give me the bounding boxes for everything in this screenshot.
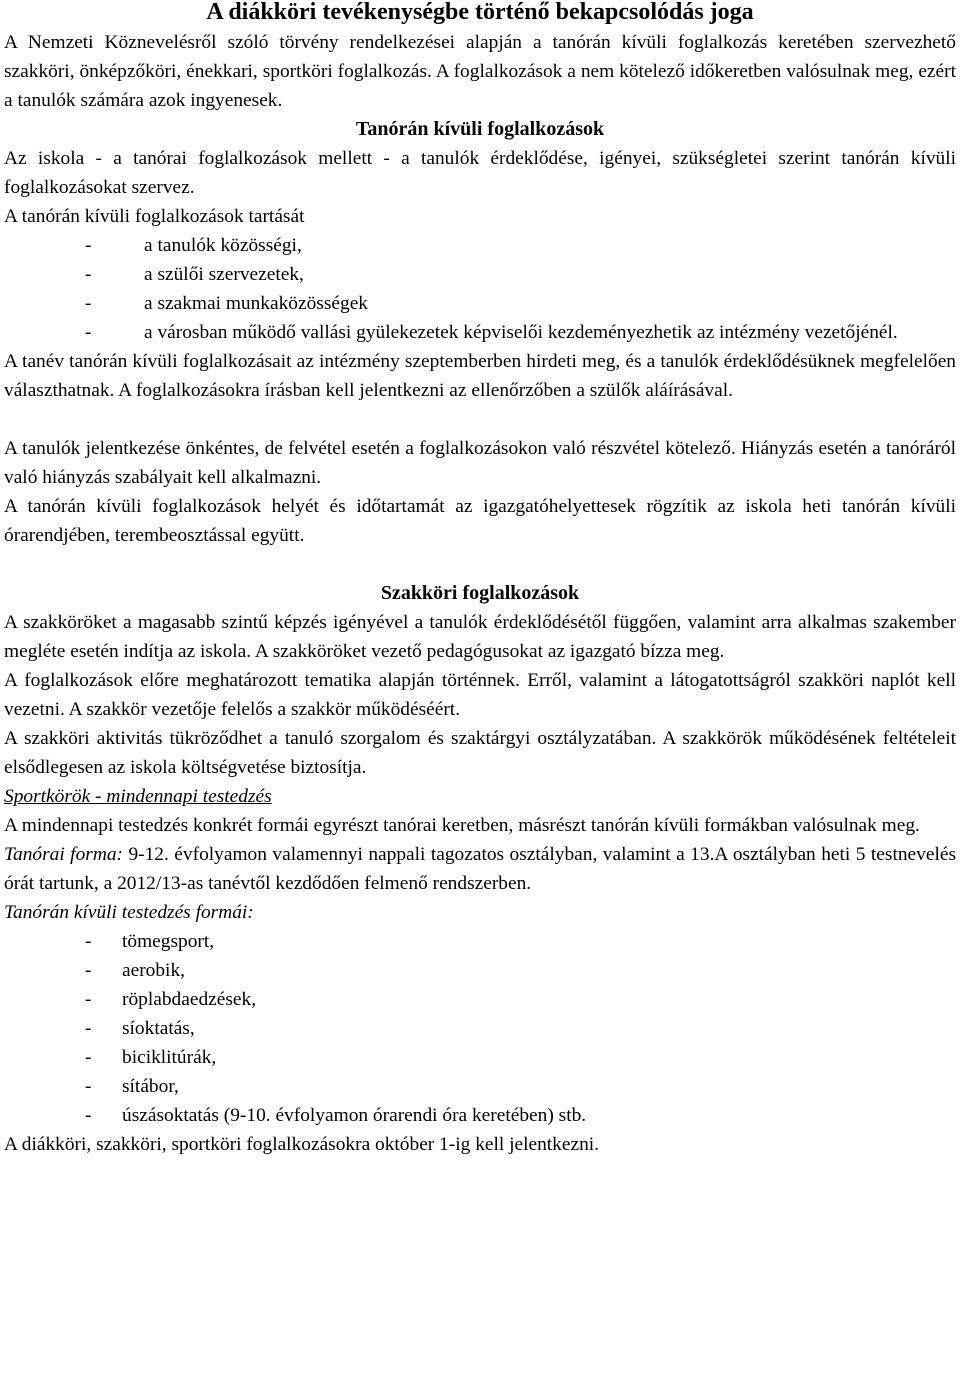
- section3-list-label: Tanórán kívüli testedzés formái:: [4, 902, 254, 923]
- list-item: - sítábor,: [4, 1072, 956, 1101]
- list-item: - aerobik,: [4, 956, 956, 985]
- spacer: [4, 550, 956, 579]
- document-title: A diákköri tevékenységbe történő bekapcsolódás joga: [206, 0, 754, 25]
- list-item: - a szakmai munkaközösségek: [4, 289, 956, 318]
- list-item: - a városban működő vallási gyülekezetek képviselői kezdeményezhetik az intézmény vezetőjénél.: [4, 318, 956, 347]
- list-item: - biciklitúrák,: [4, 1043, 956, 1072]
- intro-paragraph: A Nemzeti Köznevelésről szóló törvény rendelkezései alapján a tanórán kívüli foglalkozás keretében szervezhető szakköri, önképzőköri, énekkari, sportköri foglalkozás. A foglalkozások a nem kötelező időkeretben valósulnak meg, ezért a tanulók számára azok ingyenesek.: [4, 32, 956, 111]
- list-item: - a tanulók közösségi,: [4, 231, 956, 260]
- section3-paragraph-2: [4, 840, 956, 898]
- section-heading-sportkorok: Sportkörök - mindennapi testedzés: [4, 786, 272, 807]
- list-item: - tömegsport,: [4, 927, 956, 956]
- section1-paragraph-1: Az iskola - a tanórai foglalkozások mellett - a tanulók érdeklődése, igényei, szükségletei szerint tanórán kívüli foglalkozásokat szervez.: [4, 148, 956, 198]
- tanorai-forma-text: 9-12. évfolyamon valamennyi nappali tagozatos osztályban, valamint a 13.A osztályban heti 5 testnevelés órát tartunk, a 2012/13-as tanévtől kezdődően felmenő rendszerben.: [4, 844, 956, 894]
- list-item: - síoktatás,: [4, 1014, 956, 1043]
- spacer: [4, 405, 956, 434]
- list-item: - úszásoktatás (9-10. évfolyamon órarendi óra keretében) stb.: [4, 1101, 956, 1130]
- initiators-list: [4, 231, 956, 347]
- closing-paragraph: A diákköri, szakköri, sportköri foglalkozásokra október 1-ig kell jelentkezni.: [4, 1134, 600, 1155]
- section1-paragraph-3: A tanulók jelentkezése önkéntes, de felvétel esetén a foglalkozásokon való részvétel kötelező. Hiányzás esetén a tanóráról való hiányzás szabályait kell alkalmazni.: [4, 438, 956, 488]
- list-item: - a szülői szervezetek,: [4, 260, 956, 289]
- sport-forms-list: [4, 927, 956, 1130]
- section-heading-tanoran-kivuli: Tanórán kívüli foglalkozások: [355, 118, 605, 140]
- section2-paragraph-2: A foglalkozások előre meghatározott tematika alapján történnek. Erről, valamint a látogatottságról szakköri naplót kell vezetni. A szakkör vezetője felelős a szakkör működéséért.: [4, 670, 956, 720]
- section2-paragraph-3: A szakköri aktivitás tükröződhet a tanuló szorgalom és szaktárgyi osztályzatában. A szakkörök működésének feltételeit elsődlegesen az iskola költségvetése biztosítja.: [4, 728, 956, 778]
- section1-paragraph-2: A tanév tanórán kívüli foglalkozásait az intézmény szeptemberben hirdeti meg, és a tanulók érdeklődésüknek megfelelően választhatnak. A foglalkozásokra írásban kell jelentkezni az ellenőrzőben a szülők aláírásával.: [4, 351, 956, 401]
- section1-list-intro: A tanórán kívüli foglalkozások tartását: [4, 206, 305, 227]
- tanorai-forma-label: Tanórai forma:: [4, 844, 123, 865]
- section1-paragraph-4: A tanórán kívüli foglalkozások helyét és időtartamát az igazgatóhelyettesek rögzítik az iskola heti tanórán kívüli órarendjében, terembeosztással együtt.: [4, 496, 956, 546]
- list-item: - röplabdaedzések,: [4, 985, 956, 1014]
- section-heading-szakkori: Szakköri foglalkozások: [380, 582, 580, 604]
- section3-paragraph-1: A mindennapi testedzés konkrét formái egyrészt tanórai keretben, másrészt tanórán kívüli formákban valósulnak meg.: [4, 815, 920, 836]
- section2-paragraph-1: A szakköröket a magasabb szintű képzés igényével a tanulók érdeklődésétől függően, valamint arra alkalmas szakember megléte esetén indítja az iskola. A szakköröket vezető pedagógusokat az igazgató bízza meg.: [4, 612, 956, 662]
